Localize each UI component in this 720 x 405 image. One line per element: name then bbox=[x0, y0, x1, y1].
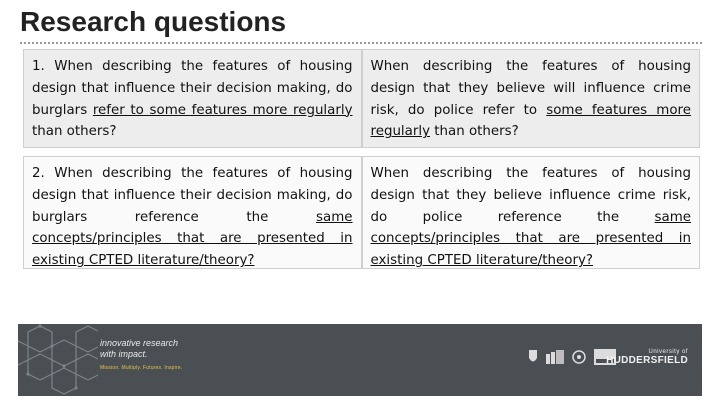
q1-burglars-cell: 1. When describing the features of housing design that influence their decision making, do burglars refer to some features more regularly than others? bbox=[23, 49, 362, 148]
q2-burglars-cell: 2. When describing the features of housing design that influence their decision making, do burglars reference the same concepts/principles that are presented in existing CPTED literature/theory? bbox=[23, 156, 362, 269]
accreditation-logos bbox=[528, 349, 616, 365]
university-logo: University of HUDDERSFIELD bbox=[606, 349, 688, 366]
slide-title: Research questions bbox=[20, 6, 287, 37]
questions-table bbox=[23, 49, 700, 269]
footer-tagline: innovative research with impact. Mission. Multiply. Futures. Inspire. bbox=[100, 338, 183, 371]
emblem-logo-icon bbox=[572, 350, 586, 364]
q1-police-cell: When describing the features of housing design that they believe will influence crime risk, do police refer to some features more regularly than others? bbox=[362, 49, 701, 148]
hexagon-pattern-icon bbox=[18, 324, 98, 396]
q2-police-cell: When describing the features of housing design that they believe influence crime risk, do police reference the same concepts/principles that are presented in existing CPTED literature/theory? bbox=[362, 156, 701, 269]
crest-logo-icon bbox=[528, 349, 538, 365]
award-logo-icon bbox=[546, 350, 564, 364]
footer-banner bbox=[18, 324, 702, 396]
title-divider bbox=[20, 42, 702, 44]
